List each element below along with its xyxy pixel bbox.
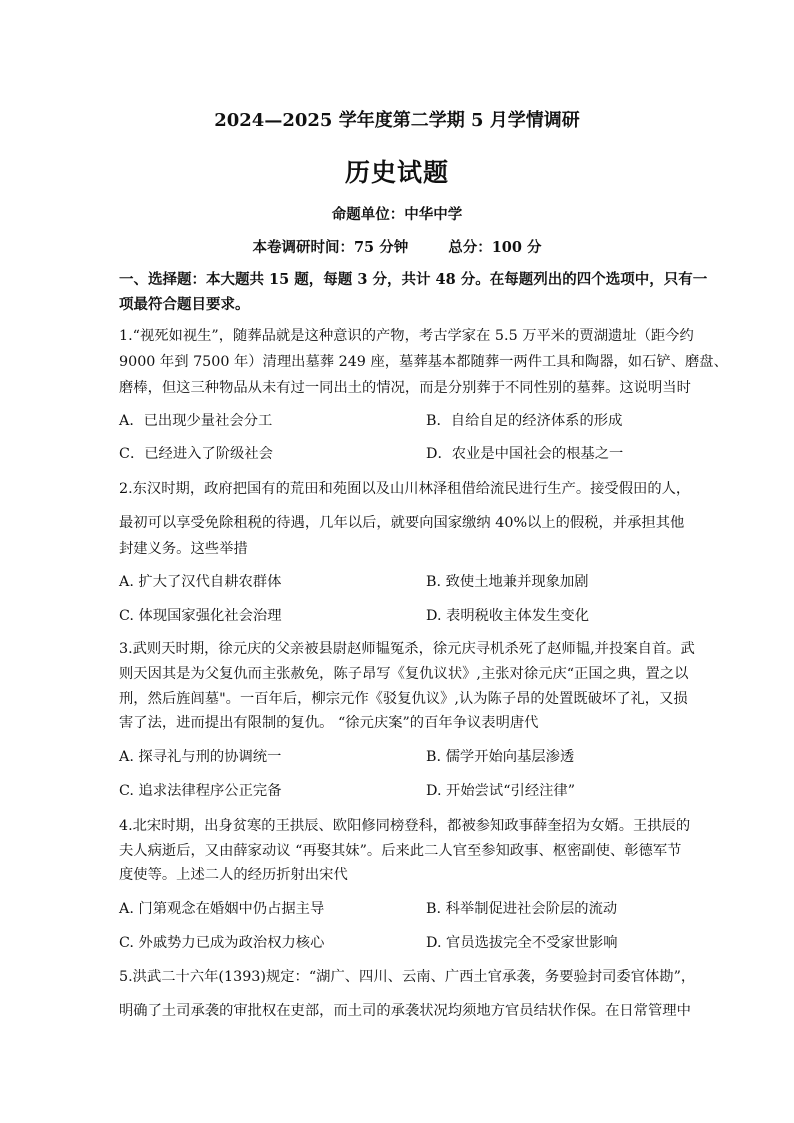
question-1-option-c: C．已经进入了阶级社会 [119, 446, 273, 462]
question-4-option-a: A. 门第观念在婚姻中仍占据主导 [119, 901, 325, 917]
question-4-line-3: 度使等。上述二人的经历折射出宋代 [119, 867, 348, 883]
exam-time: 本卷调研时间：75 分钟 [252, 239, 409, 256]
question-2-option-b: B. 致使土地兼并现象加剧 [426, 574, 589, 590]
exam-title: 2024—2025 学年度第二学期 5 月学情调研 [214, 110, 580, 131]
question-2-line-1: 2.东汉时期，政府把国有的荒田和苑囿以及山川林泽租借给流民进行生产。接受假田的人， [119, 481, 691, 497]
question-4-option-c: C. 外戚势力已成为政治权力核心 [119, 935, 325, 951]
question-4-option-b: B. 科举制促进社会阶层的流动 [426, 901, 618, 917]
question-4-line-2: 夫人病逝后，又由薛家动议 “再娶其妹”。后来此二人官至参知政事、枢密副使、彰德军节 [119, 843, 682, 859]
question-1-line-1: 1.“视死如视生”，随葬品就是这种意识的产物，考古学家在 5.5 万平米的贾湖遗址（距今约 [119, 328, 694, 344]
question-5-line-1: 5.洪武二十六年(1393)规定：“湖广、四川、云南、广西土官承袭，务要验封司委官体勘”， [119, 969, 696, 985]
total-score: 总分：100 分 [448, 239, 542, 256]
subject-title: 历史试题 [344, 158, 449, 187]
question-4-option-d: D. 官员选拔完全不受家世影响 [426, 935, 618, 951]
question-2-option-d: D. 表明税收主体发生变化 [426, 608, 590, 624]
question-2-line-3: 封建义务。这些举措 [119, 541, 248, 557]
question-1-option-a: A．已出现少量社会分工 [119, 413, 273, 429]
question-3-line-1: 3.武则天时期，徐元庆的父亲被县尉赵师韫冤杀，徐元庆寻机杀死了赵师韫,并投案自首。武 [119, 641, 695, 657]
question-1-line-3: 磨棒，但这三种物品从未有过一同出土的情况，而是分别葬于不同性别的墓葬。这说明当时 [119, 380, 691, 396]
question-2-option-c: C. 体现国家强化社会治理 [119, 608, 282, 624]
question-1-line-2: 9000 年到 7500 年）清理出墓葬 249 座，墓葬基本都随葬一两件工具和陶器，如石铲、磨盘、 [119, 354, 728, 370]
exam-info [0, 236, 794, 257]
question-3-option-d: D. 开始尝试“引经注律” [426, 783, 576, 799]
question-3-option-c: C. 追求法律程序公正完备 [119, 783, 282, 799]
question-3-line-3: 刑，然后旌闾墓"。一百年后，柳宗元作《驳复仇议》,认为陈子昂的处置既破坏了礼，又损 [119, 691, 688, 707]
question-4-line-1: 4.北宋时期，出身贫寒的王拱辰、欧阳修同榜登科，都被参知政事薛奎招为女婿。王拱辰的 [119, 818, 691, 834]
question-3-option-a: A. 探寻礼与刑的协调统一 [119, 749, 282, 765]
question-1-option-d: D．农业是中国社会的根基之一 [426, 446, 624, 462]
question-3-option-b: B. 儒学开始向基层渗透 [426, 749, 575, 765]
question-5-line-2: 明确了土司承袭的审批权在吏部，而土司的承袭状况均须地方官员结状作保。在日常管理中 [119, 1003, 691, 1019]
question-2-line-2: 最初可以享受免除租税的待遇，几年以后，就要向国家缴纳 40%以上的假税，并承担其他 [119, 515, 685, 531]
setter-unit: 命题单位：中华中学 [331, 206, 463, 223]
question-2-option-a: A. 扩大了汉代自耕农群体 [119, 574, 282, 590]
section-instruction-line-1: 一、选择题：本大题共 15 题，每题 3 分，共计 48 分。在每题列出的四个选项中，只有一 [119, 271, 708, 288]
section-instruction-line-2: 项最符合题目要求。 [119, 296, 250, 313]
question-1-option-b: B．自给自足的经济体系的形成 [426, 413, 623, 429]
question-3-line-2: 则天因其是为父复仇而主张赦免，陈子昂写《复仇议状》,主张对徐元庆“正国之典，置之以 [119, 666, 689, 682]
question-3-line-4: 害了法，进而提出有限制的复仇。 “徐元庆案”的百年争议表明唐代 [119, 715, 539, 731]
